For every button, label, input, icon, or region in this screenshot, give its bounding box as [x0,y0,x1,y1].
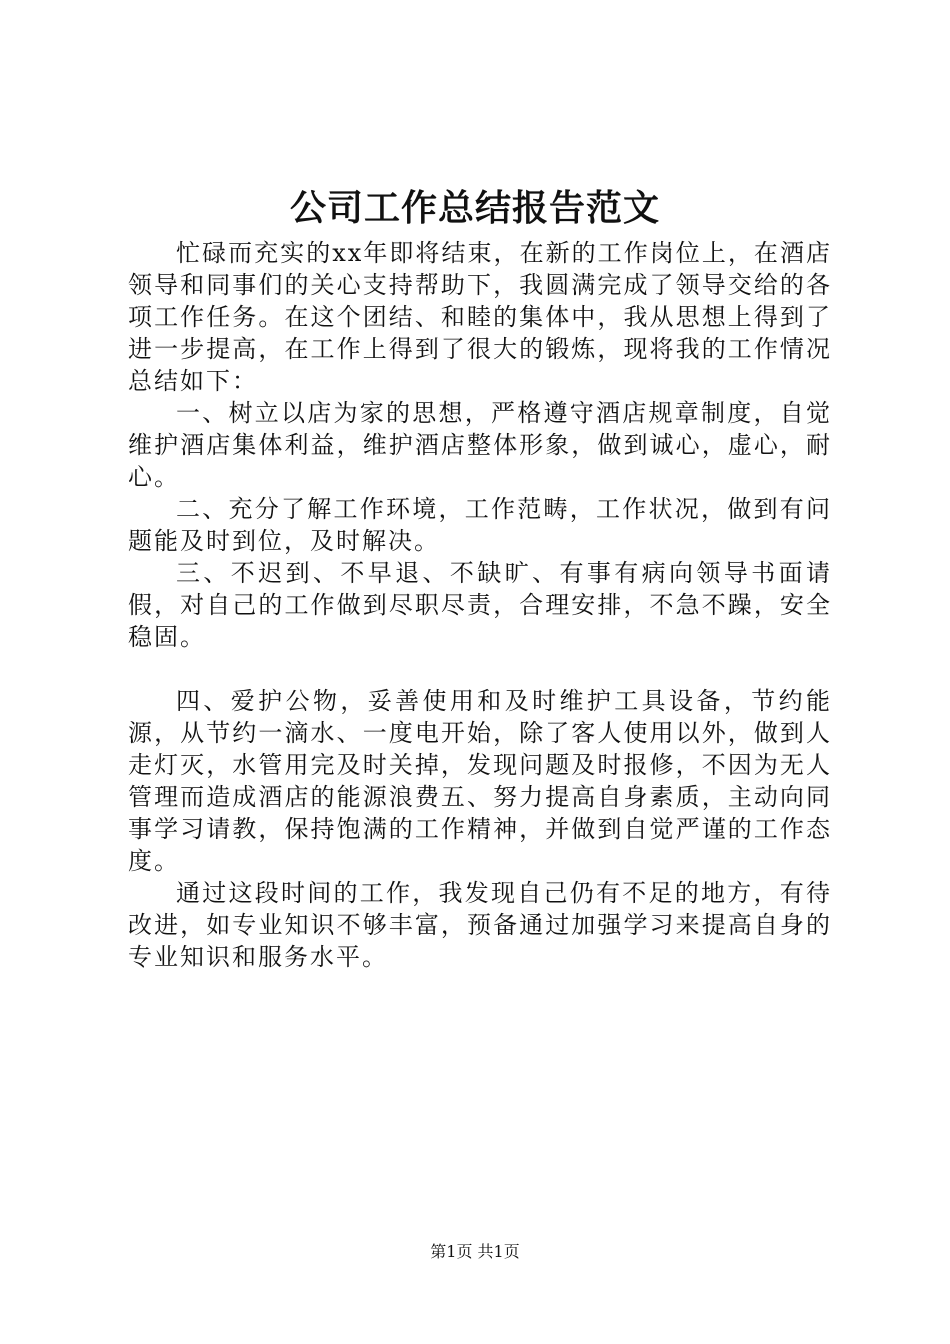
point-four-paragraph: 四、爱护公物，妥善使用和及时维护工具设备，节约能源，从节约一滴水、一度电开始，除了客人使用以外，做到人走灯灭，水管用完及时关掉，发现问题及时报修，不因为无人管理而造成酒店的能源浪费五、努力提高自身素质，主动向同事学习请教，保持饱满的工作精神，并做到自觉严谨的工作态度。 [128,687,832,875]
paragraph-spacer [128,653,832,685]
point-three-paragraph: 三、不迟到、不早退、不缺旷、有事有病向领导书面请假，对自己的工作做到尽职尽责，合理安排，不急不躁，安全稳固。 [128,559,832,651]
point-one-paragraph: 一、树立以店为家的思想，严格遵守酒店规章制度，自觉维护酒店集体利益，维护酒店整体形象，做到诚心，虚心，耐心。 [128,399,832,491]
document-body [128,237,832,973]
page-footer: 第1页 共1页 [430,1242,520,1261]
document-title: 公司工作总结报告范文 [289,187,660,229]
intro-paragraph: 忙碌而充实的xx年即将结束，在新的工作岗位上，在酒店领导和同事们的关心支持帮助下，我圆满完成了领导交给的各项工作任务。在这个团结、和睦的集体中，我从思想上得到了进一步提高，在工作上得到了很大的锻炼，现将我的工作情况总结如下： [128,239,832,395]
conclusion-paragraph: 通过这段时间的工作，我发现自己仍有不足的地方，有待改进，如专业知识不够丰富，预备通过加强学习来提高自身的专业知识和服务水平。 [128,879,832,971]
point-two-paragraph: 二、充分了解工作环境，工作范畴，工作状况，做到有问题能及时到位，及时解决。 [128,495,832,555]
